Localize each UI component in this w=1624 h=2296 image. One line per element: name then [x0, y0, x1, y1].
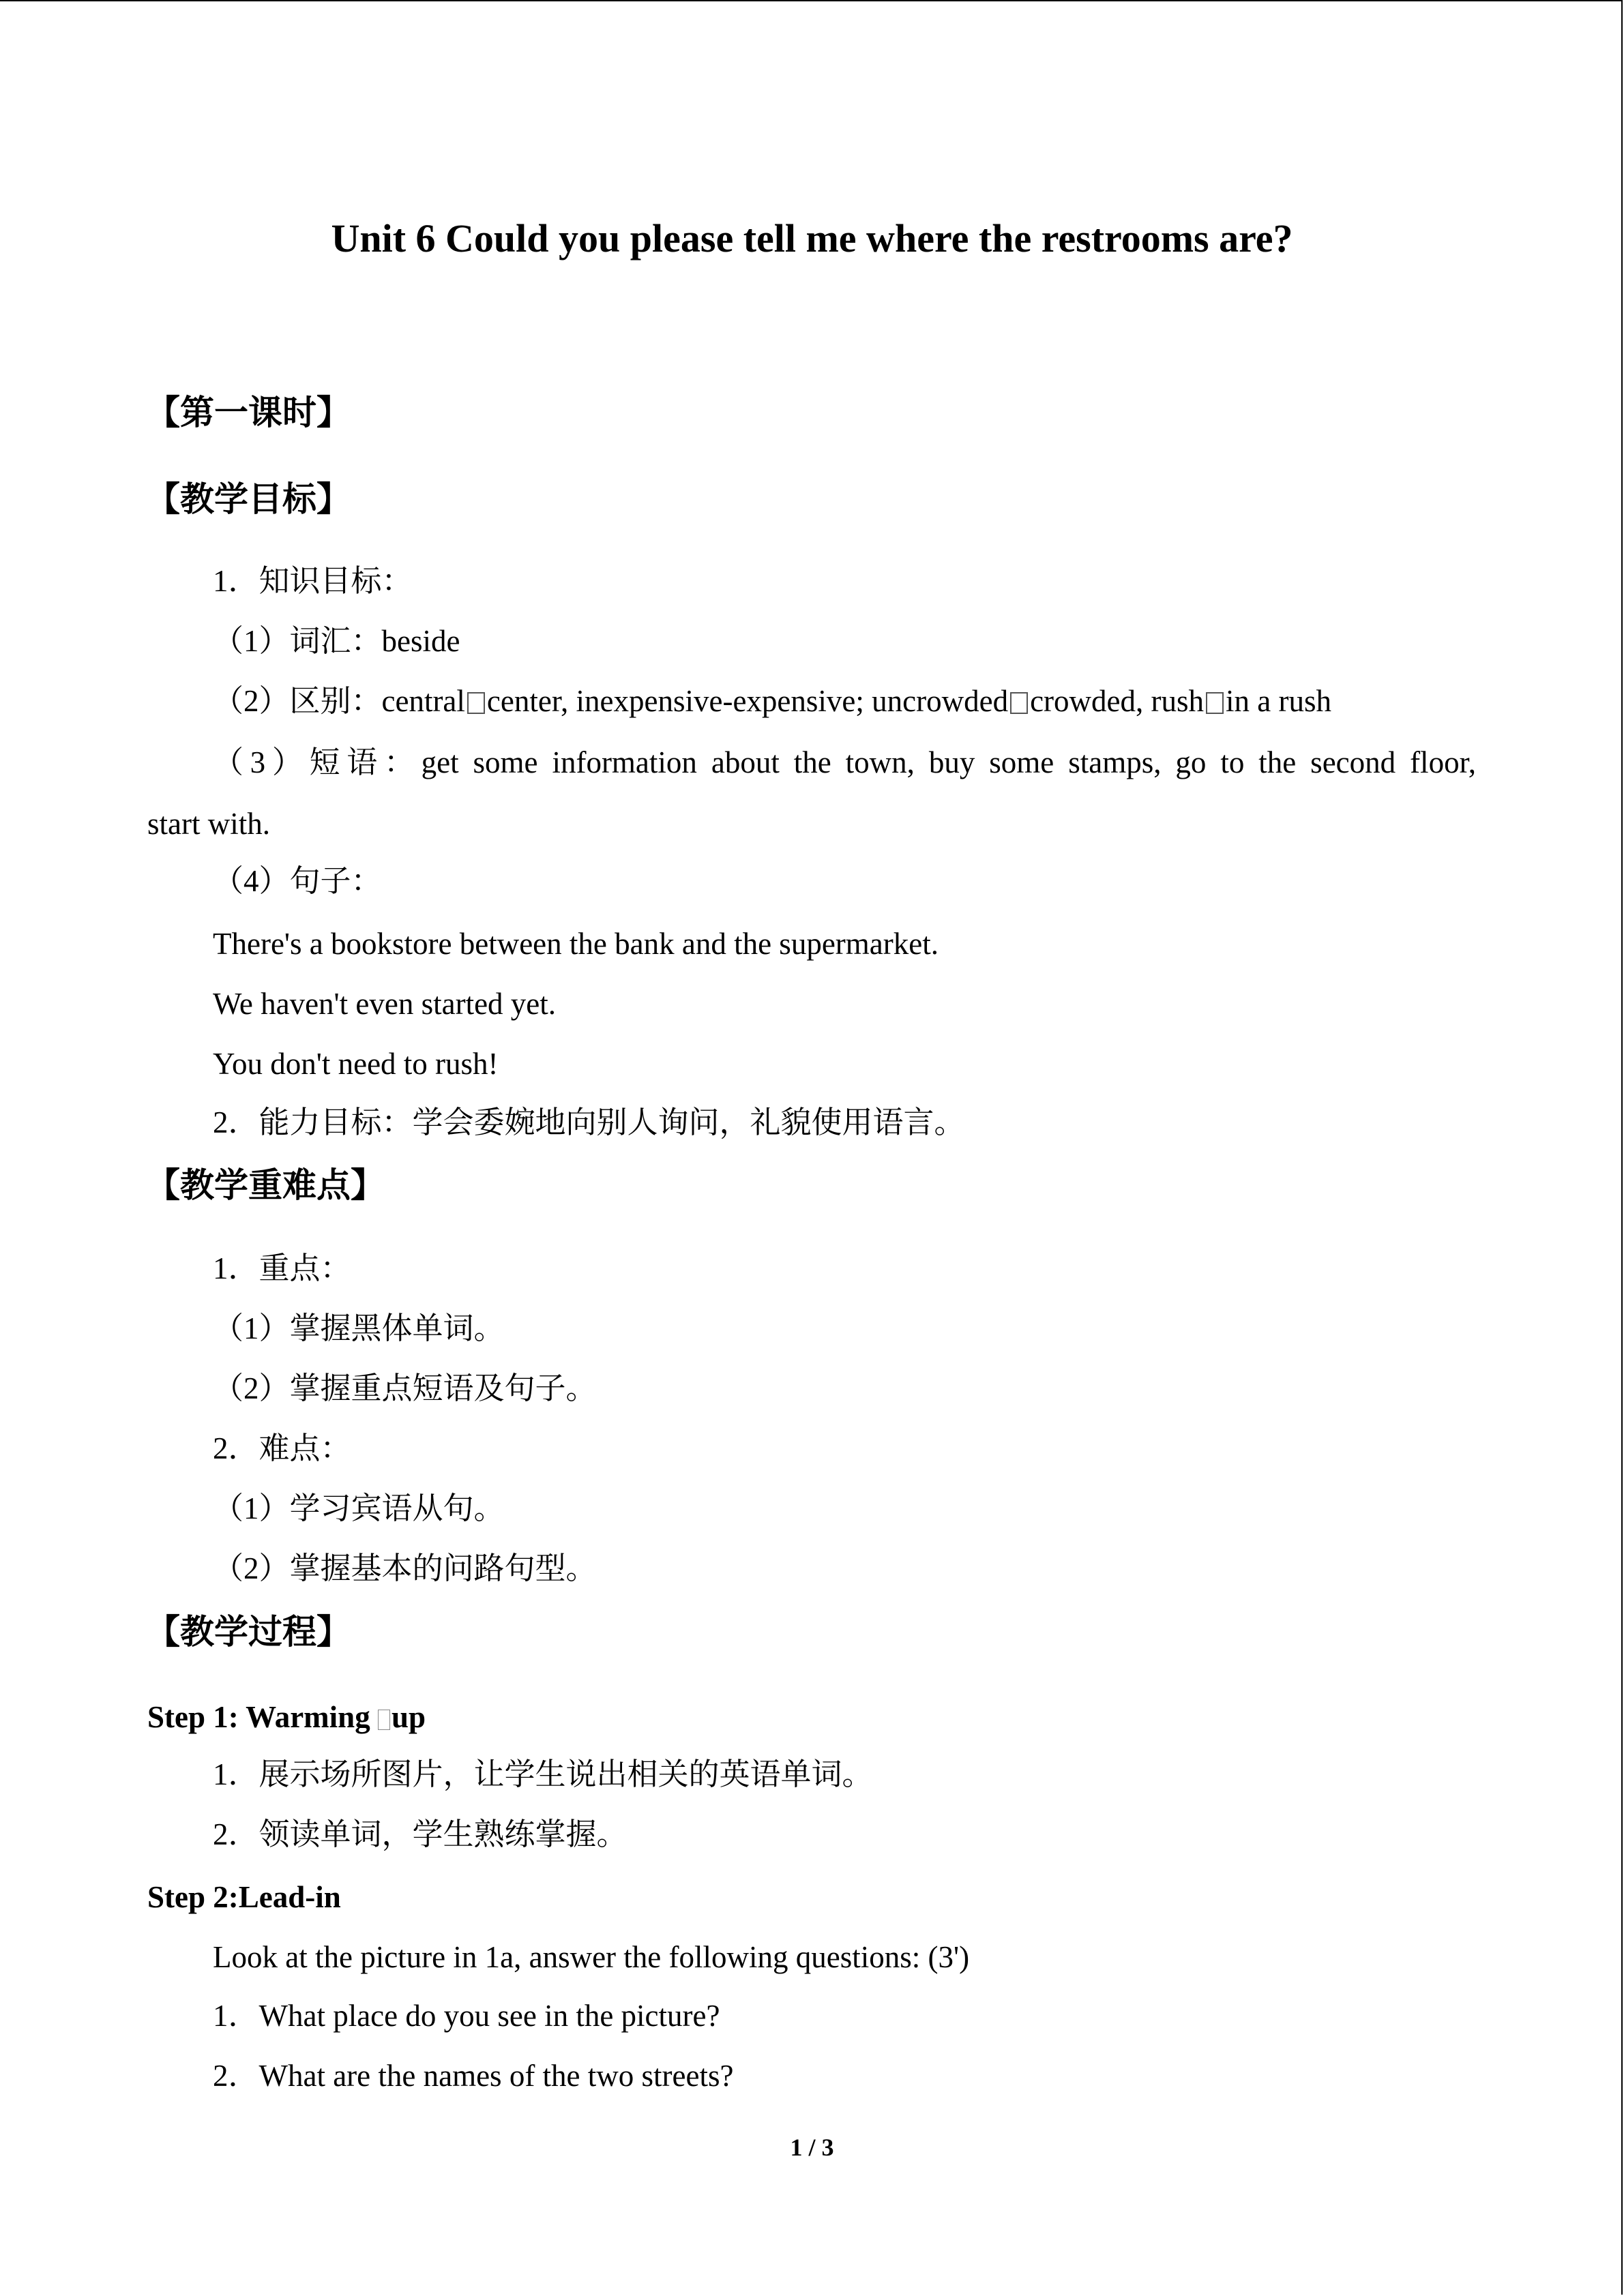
- key-difficulty: 2．难点：: [213, 1431, 351, 1465]
- distinguish-part-1: （2）区别：central: [213, 684, 465, 718]
- page-number: 1 / 3: [790, 2134, 834, 2161]
- missing-glyph-box: [1010, 692, 1028, 714]
- section-process: 【教学过程】: [146, 1612, 351, 1652]
- missing-glyph-box: [467, 692, 485, 714]
- sentence-1: There's a bookstore between the bank and the supermarket.: [213, 927, 939, 961]
- objective-knowledge: 1．知识目标：: [213, 564, 413, 598]
- key-difficulty-2: （2）掌握基本的问路句型。: [213, 1551, 597, 1585]
- objective-distinguish: [213, 681, 1331, 721]
- objective-phrases-line1: （3）短语：get some information about the town, buy some stamps, go to the second floor,: [213, 745, 1476, 779]
- key-focus: 1．重点：: [213, 1251, 351, 1285]
- step-2-intro: Look at the picture in 1a, answer the following questions: (3'): [213, 1940, 970, 1974]
- section-key-points: 【教学重难点】: [146, 1165, 385, 1205]
- step-2-question-1: 1．What place do you see in the picture?: [213, 1999, 720, 2033]
- distinguish-part-2: center, inexpensive-expensive; uncrowded: [486, 684, 1009, 718]
- distinguish-part-4: in a rush: [1226, 684, 1331, 718]
- sentence-2: We haven't even started yet.: [213, 987, 557, 1021]
- step-2-question-2: 2．What are the names of the two streets?: [213, 2059, 734, 2093]
- objective-phrases-line2: start with.: [147, 807, 270, 841]
- missing-glyph-box: [1206, 692, 1224, 714]
- document-title: Unit 6 Could you please tell me where the restrooms are?: [331, 216, 1293, 260]
- step-1-item-1: 1．展示场所图片，让学生说出相关的英语单词。: [213, 1757, 873, 1791]
- step-1-item-2: 2．领读单词，学生熟练掌握。: [213, 1817, 628, 1851]
- objective-vocab: （1）词汇：beside: [213, 624, 460, 658]
- step-2-title: Step 2:Lead-in: [147, 1880, 341, 1914]
- distinguish-part-3: crowded, rush: [1030, 684, 1205, 718]
- key-difficulty-1: （1）学习宾语从句。: [213, 1491, 505, 1525]
- section-lesson: 【第一课时】: [146, 393, 351, 432]
- key-focus-1: （1）掌握黑体单词。: [213, 1311, 505, 1345]
- step-1-title: [147, 1697, 426, 1738]
- step-1-title-b: up: [391, 1700, 426, 1734]
- objective-ability: 2．能力目标：学会委婉地向别人询问，礼貌使用语言。: [213, 1105, 965, 1139]
- missing-glyph-box: [378, 1710, 390, 1730]
- key-focus-2: （2）掌握重点短语及句子。: [213, 1371, 597, 1405]
- sentence-3: You don't need to rush!: [213, 1047, 499, 1081]
- objective-sentences-label: （4）句子：: [213, 864, 382, 898]
- step-1-title-a: Step 1: Warming: [147, 1700, 378, 1734]
- section-objectives: 【教学目标】: [146, 479, 351, 519]
